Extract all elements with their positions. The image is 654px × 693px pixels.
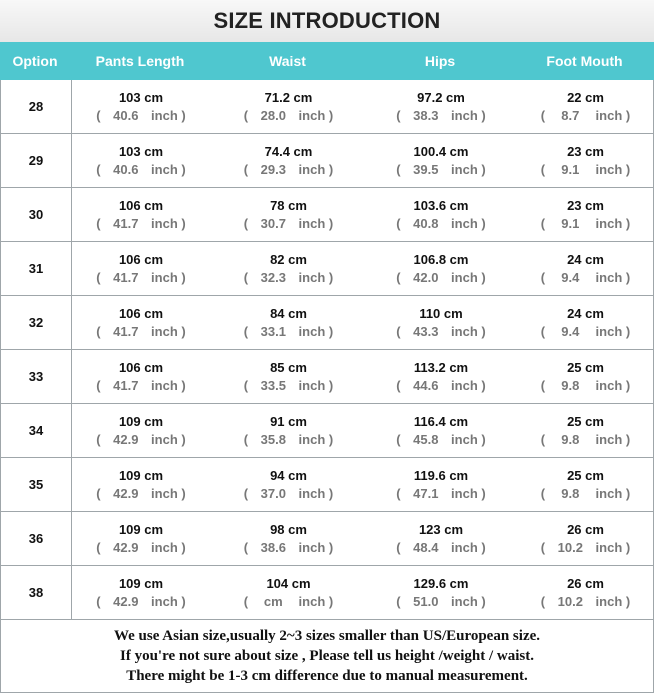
- waist-cell: [211, 512, 366, 565]
- cm-value: 23 cm: [567, 197, 604, 213]
- inch-unit: inch: [298, 485, 326, 501]
- cm-value: 106 cm: [118, 305, 164, 321]
- inch-unit: inch: [595, 269, 623, 285]
- header-waist: Waist: [269, 53, 306, 69]
- inch-number: 41.7: [113, 377, 139, 393]
- table-row: [0, 458, 654, 512]
- inch-unit: inch: [595, 161, 623, 177]
- inch-value: ( 41.7 inch ): [96, 323, 186, 339]
- cm-value: 106 cm: [118, 197, 164, 213]
- cm-value: 24 cm: [567, 251, 604, 267]
- table-row: [0, 566, 654, 620]
- inch-number: 33.1: [260, 323, 286, 339]
- inch-unit: inch: [451, 323, 478, 339]
- cm-value: 116.4 cm: [413, 413, 469, 429]
- cm-value: 106.8 cm: [413, 251, 469, 267]
- inch-number: 42.0: [413, 269, 439, 285]
- cm-value: 109 cm: [118, 467, 164, 483]
- inch-unit: inch: [451, 377, 478, 393]
- option-cell: 28: [28, 99, 44, 114]
- inch-unit: inch: [151, 269, 178, 285]
- cm-value: 104 cm: [266, 575, 311, 591]
- cm-value: 25 cm: [567, 467, 604, 483]
- inch-value: ( 47.1 inch ): [396, 485, 486, 501]
- pants-length-cell: [71, 242, 211, 295]
- cm-value: 82 cm: [270, 251, 307, 267]
- hips-cell: [366, 134, 516, 187]
- cm-value: 100.4 cm: [413, 143, 469, 159]
- cm-value: 109 cm: [118, 575, 164, 591]
- inch-value: ( 39.5 inch ): [396, 161, 486, 177]
- inch-number: 9.8: [561, 431, 580, 447]
- waist-cell: [211, 404, 366, 457]
- inch-value: ( 10.2 inch ): [540, 539, 631, 555]
- inch-value: ( 40.6 inch ): [96, 107, 186, 123]
- pants-length-cell: [71, 350, 211, 403]
- foot-mouth-cell: [516, 404, 654, 457]
- inch-number: 28.0: [260, 107, 286, 123]
- inch-value: ( 30.7 inch ): [243, 215, 334, 231]
- cm-value: 110 cm: [419, 305, 463, 321]
- option-cell: 32: [28, 315, 44, 330]
- header-foot-mouth: Foot Mouth: [546, 53, 623, 69]
- inch-unit: inch: [595, 431, 623, 447]
- table-body: [0, 80, 654, 620]
- inch-number: 9.4: [561, 323, 580, 339]
- inch-unit: inch: [151, 215, 178, 231]
- waist-cell: [211, 458, 366, 511]
- inch-value: ( 48.4 inch ): [396, 539, 486, 555]
- inch-number: 33.5: [260, 377, 286, 393]
- cm-value: 113.2 cm: [413, 359, 469, 375]
- cm-value: 22 cm: [567, 89, 604, 105]
- inch-unit: inch: [595, 593, 623, 609]
- table-row: [0, 134, 654, 188]
- cm-value: 106 cm: [118, 251, 164, 267]
- cm-value: 74.4 cm: [264, 143, 313, 159]
- inch-value: ( 37.0 inch ): [243, 485, 334, 501]
- inch-number: 40.6: [113, 161, 139, 177]
- pants-length-cell: [71, 296, 211, 349]
- cm-value: 78 cm: [270, 197, 307, 213]
- foot-mouth-cell: [516, 350, 654, 403]
- inch-number: 42.9: [113, 539, 139, 555]
- inch-number: 48.4: [413, 539, 439, 555]
- inch-unit: inch: [451, 539, 478, 555]
- cm-value: 109 cm: [118, 413, 164, 429]
- inch-value: ( 41.7 inch ): [96, 377, 186, 393]
- header-hips: Hips: [424, 53, 456, 69]
- cm-value: 94 cm: [270, 467, 307, 483]
- inch-value: ( 10.2 inch ): [540, 593, 631, 609]
- inch-unit: inch: [151, 485, 178, 501]
- table-row: [0, 404, 654, 458]
- cm-value: 103.6 cm: [413, 197, 469, 213]
- inch-unit: inch: [298, 431, 326, 447]
- foot-mouth-cell: [516, 242, 654, 295]
- inch-number: 38.3: [413, 107, 439, 123]
- hips-cell: [366, 296, 516, 349]
- header-pants-length: Pants Length: [95, 53, 185, 69]
- inch-unit: inch: [451, 161, 478, 177]
- inch-number: 40.6: [113, 107, 139, 123]
- inch-unit: inch: [595, 377, 623, 393]
- inch-unit: inch: [595, 485, 623, 501]
- inch-number: 42.9: [113, 431, 139, 447]
- inch-unit: inch: [298, 215, 326, 231]
- option-cell: 29: [28, 153, 44, 168]
- inch-unit: inch: [298, 377, 326, 393]
- cm-value: 91 cm: [270, 413, 307, 429]
- inch-unit: inch: [595, 107, 623, 123]
- inch-unit: inch: [298, 269, 326, 285]
- inch-number: 41.7: [113, 215, 139, 231]
- waist-cell: [211, 350, 366, 403]
- inch-unit: inch: [298, 107, 326, 123]
- hips-cell: [366, 404, 516, 457]
- inch-number: 30.7: [260, 215, 286, 231]
- inch-value: ( cm inch ): [243, 593, 334, 609]
- inch-number: 9.4: [561, 269, 580, 285]
- hips-cell: [366, 242, 516, 295]
- pants-length-cell: [71, 188, 211, 241]
- inch-number: 41.7: [113, 323, 139, 339]
- option-cell: 38: [28, 585, 44, 600]
- inch-number: 40.8: [413, 215, 439, 231]
- foot-mouth-cell: [516, 80, 654, 133]
- table-header: [0, 42, 654, 80]
- note-line: We use Asian size,usually 2~3 sizes smaller than US/European size.: [113, 628, 541, 644]
- foot-mouth-cell: [516, 188, 654, 241]
- table-row: [0, 188, 654, 242]
- pants-length-cell: [71, 566, 211, 619]
- cm-value: 98 cm: [270, 521, 307, 537]
- inch-number: 43.3: [413, 323, 439, 339]
- inch-number: 10.2: [557, 539, 583, 555]
- inch-unit: inch: [451, 485, 478, 501]
- inch-unit: inch: [595, 215, 623, 231]
- inch-value: ( 41.7 inch ): [96, 215, 186, 231]
- waist-cell: [211, 296, 366, 349]
- waist-cell: [211, 242, 366, 295]
- inch-value: ( 9.8 inch ): [540, 377, 631, 393]
- inch-unit: inch: [298, 539, 326, 555]
- inch-value: ( 41.7 inch ): [96, 269, 186, 285]
- inch-value: ( 8.7 inch ): [540, 107, 631, 123]
- cm-value: 25 cm: [567, 413, 604, 429]
- inch-value: ( 42.9 inch ): [96, 593, 186, 609]
- inch-value: ( 42.9 inch ): [96, 539, 186, 555]
- inch-number: 9.8: [561, 377, 580, 393]
- note-line: If you're not sure about size , Please tell us height /weight / waist.: [119, 648, 535, 664]
- inch-value: ( 42.9 inch ): [96, 485, 186, 501]
- hips-cell: [366, 458, 516, 511]
- cm-value: 119.6 cm: [413, 467, 469, 483]
- cm-value: 71.2 cm: [264, 89, 313, 105]
- inch-number: 35.8: [260, 431, 286, 447]
- inch-value: ( 38.6 inch ): [243, 539, 334, 555]
- cm-value: 26 cm: [567, 521, 604, 537]
- inch-value: ( 33.5 inch ): [243, 377, 334, 393]
- option-cell: 31: [28, 261, 44, 276]
- header-option: Option: [12, 53, 58, 69]
- inch-number: 45.8: [413, 431, 439, 447]
- table-row: [0, 296, 654, 350]
- foot-mouth-cell: [516, 458, 654, 511]
- inch-number: 51.0: [413, 593, 439, 609]
- inch-number: 9.1: [561, 161, 580, 177]
- inch-unit: inch: [451, 431, 478, 447]
- cm-value: 129.6 cm: [413, 575, 469, 591]
- foot-mouth-cell: [516, 134, 654, 187]
- inch-value: ( 38.3 inch ): [396, 107, 486, 123]
- inch-unit: inch: [151, 323, 178, 339]
- inch-number: 29.3: [260, 161, 286, 177]
- pants-length-cell: [71, 404, 211, 457]
- inch-value: ( 51.0 inch ): [396, 593, 486, 609]
- table-row: [0, 80, 654, 134]
- option-cell: 33: [28, 369, 44, 384]
- inch-number: 38.6: [260, 539, 286, 555]
- inch-number: 41.7: [113, 269, 139, 285]
- waist-cell: [211, 566, 366, 619]
- inch-value: ( 40.8 inch ): [396, 215, 486, 231]
- size-notes: [0, 620, 654, 693]
- chart-title: SIZE INTRODUCTION: [0, 0, 654, 43]
- inch-value: ( 40.6 inch ): [96, 161, 186, 177]
- cm-value: 25 cm: [567, 359, 604, 375]
- inch-value: ( 42.0 inch ): [396, 269, 486, 285]
- cm-value: 103 cm: [118, 143, 164, 159]
- cm-value: 123 cm: [418, 521, 464, 537]
- inch-unit: inch: [151, 161, 178, 177]
- inch-unit: inch: [151, 377, 178, 393]
- inch-value: ( 9.1 inch ): [540, 161, 631, 177]
- cm-value: 85 cm: [270, 359, 307, 375]
- inch-value: ( 9.4 inch ): [540, 269, 631, 285]
- waist-cell: [211, 188, 366, 241]
- inch-unit: inch: [151, 431, 178, 447]
- inch-value: ( 28.0 inch ): [243, 107, 334, 123]
- inch-number: 10.2: [557, 593, 583, 609]
- option-cell: 35: [28, 477, 44, 492]
- inch-value: ( 44.6 inch ): [396, 377, 486, 393]
- table-row: [0, 242, 654, 296]
- cm-value: 23 cm: [567, 143, 604, 159]
- inch-number: 32.3: [260, 269, 286, 285]
- inch-unit: inch: [298, 593, 326, 609]
- inch-value: ( 9.8 inch ): [540, 485, 631, 501]
- cm-value: 97.2 cm: [417, 89, 465, 105]
- inch-unit: inch: [451, 107, 478, 123]
- inch-value: ( 33.1 inch ): [243, 323, 334, 339]
- inch-number: 9.1: [561, 215, 580, 231]
- inch-unit: inch: [451, 269, 478, 285]
- option-cell: 34: [28, 423, 44, 438]
- inch-unit: inch: [151, 593, 178, 609]
- cm-value: 24 cm: [567, 305, 604, 321]
- inch-unit: inch: [298, 323, 326, 339]
- hips-cell: [366, 566, 516, 619]
- foot-mouth-cell: [516, 512, 654, 565]
- cm-value: 84 cm: [270, 305, 307, 321]
- pants-length-cell: [71, 512, 211, 565]
- inch-value: ( 9.4 inch ): [540, 323, 631, 339]
- inch-number: cm: [263, 593, 283, 609]
- inch-value: ( 9.1 inch ): [540, 215, 631, 231]
- inch-number: 42.9: [113, 593, 139, 609]
- pants-length-cell: [71, 134, 211, 187]
- inch-unit: inch: [595, 323, 623, 339]
- foot-mouth-cell: [516, 566, 654, 619]
- inch-value: ( 35.8 inch ): [243, 431, 334, 447]
- hips-cell: [366, 350, 516, 403]
- inch-value: ( 43.3 inch ): [396, 323, 486, 339]
- inch-value: ( 32.3 inch ): [243, 269, 334, 285]
- inch-unit: inch: [151, 107, 178, 123]
- hips-cell: [366, 80, 516, 133]
- inch-value: ( 9.8 inch ): [540, 431, 631, 447]
- inch-number: 39.5: [413, 161, 439, 177]
- cm-value: 26 cm: [567, 575, 604, 591]
- waist-cell: [211, 80, 366, 133]
- inch-value: ( 45.8 inch ): [396, 431, 486, 447]
- inch-unit: inch: [595, 539, 623, 555]
- inch-unit: inch: [451, 593, 478, 609]
- inch-unit: inch: [451, 215, 478, 231]
- waist-cell: [211, 134, 366, 187]
- option-cell: 36: [28, 531, 44, 546]
- inch-unit: inch: [298, 161, 326, 177]
- hips-cell: [366, 512, 516, 565]
- cm-value: 109 cm: [118, 521, 164, 537]
- foot-mouth-cell: [516, 296, 654, 349]
- inch-number: 9.8: [561, 485, 580, 501]
- inch-number: 42.9: [113, 485, 139, 501]
- cm-value: 103 cm: [118, 89, 164, 105]
- inch-unit: inch: [151, 539, 178, 555]
- hips-cell: [366, 188, 516, 241]
- inch-value: ( 42.9 inch ): [96, 431, 186, 447]
- inch-number: 44.6: [413, 377, 439, 393]
- note-line: There might be 1-3 cm difference due to manual measurement.: [126, 668, 528, 684]
- cm-value: 106 cm: [118, 359, 164, 375]
- table-row: [0, 350, 654, 404]
- inch-number: 37.0: [260, 485, 286, 501]
- inch-value: ( 29.3 inch ): [243, 161, 334, 177]
- inch-number: 8.7: [561, 107, 580, 123]
- option-cell: 30: [28, 207, 44, 222]
- pants-length-cell: [71, 80, 211, 133]
- table-row: [0, 512, 654, 566]
- inch-number: 47.1: [413, 485, 439, 501]
- pants-length-cell: [71, 458, 211, 511]
